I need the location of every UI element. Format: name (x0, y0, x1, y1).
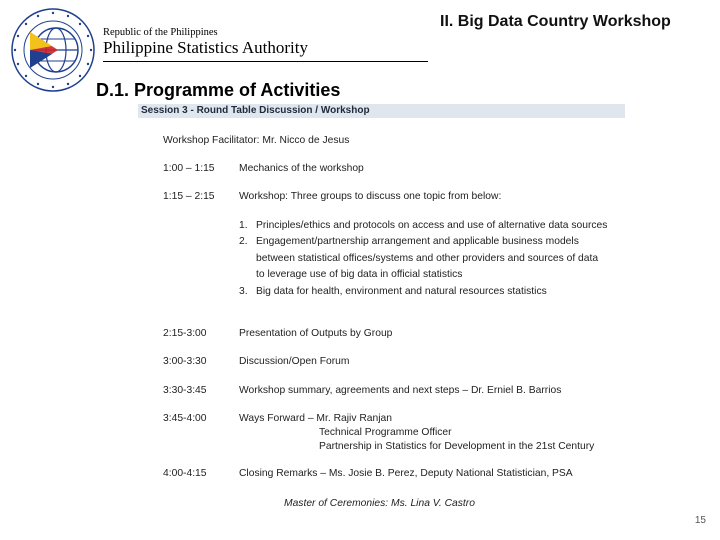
topic-number: 2. (239, 236, 248, 247)
topic-number: 1. (239, 220, 248, 231)
agency-name: Philippine Statistics Authority (103, 38, 308, 57)
republic-label: Republic of the Philippines (103, 27, 218, 38)
speaker-affiliation: Partnership in Statistics for Development in the 21st Century (319, 441, 595, 452)
schedule-activity: Workshop: Three groups to discuss one topic from below: (239, 191, 502, 202)
schedule-activity: Discussion/Open Forum (239, 356, 350, 367)
schedule-activity: Ways Forward – Mr. Rajiv Ranjan (239, 413, 392, 424)
facilitator-line: Workshop Facilitator: Mr. Nicco de Jesus (163, 135, 350, 146)
schedule-activity: Workshop summary, agreements and next steps – Dr. Erniel B. Barrios (239, 385, 562, 396)
schedule-time: 1:00 – 1:15 (163, 163, 215, 174)
topic-text: between statistical offices/systems and other providers and sources of data (256, 253, 599, 264)
topic-text: Engagement/partnership arrangement and applicable business models (256, 236, 579, 247)
schedule-activity: Presentation of Outputs by Group (239, 328, 393, 339)
header-divider (103, 61, 428, 62)
topic-number: 3. (239, 286, 248, 297)
topic-text: Big data for health, environment and natural resources statistics (256, 286, 547, 297)
section-title: D.1. Programme of Activities (96, 80, 341, 100)
speaker-role: Technical Programme Officer (319, 427, 452, 438)
master-of-ceremonies: Master of Ceremonies: Ms. Lina V. Castro (284, 498, 475, 509)
schedule-time: 2:15-3:00 (163, 328, 207, 339)
topic-text: to leverage use of big data in official statistics (256, 269, 463, 280)
schedule-time: 4:00-4:15 (163, 468, 207, 479)
schedule-time: 3:00-3:30 (163, 356, 207, 367)
topic-text: Principles/ethics and protocols on access and use of alternative data sources (256, 220, 608, 231)
psa-seal-icon (8, 6, 98, 94)
page-number: 15 (694, 515, 706, 526)
schedule-time: 3:30-3:45 (163, 385, 207, 396)
schedule-activity: Closing Remarks – Ms. Josie B. Perez, Deputy National Statistician, PSA (239, 468, 573, 479)
schedule-time: 1:15 – 2:15 (163, 191, 215, 202)
schedule-time: 3:45-4:00 (163, 413, 207, 424)
session-header: Session 3 - Round Table Discussion / Workshop (138, 104, 625, 118)
slide-title: II. Big Data Country Workshop (440, 13, 671, 30)
schedule-activity: Mechanics of the workshop (239, 163, 364, 174)
